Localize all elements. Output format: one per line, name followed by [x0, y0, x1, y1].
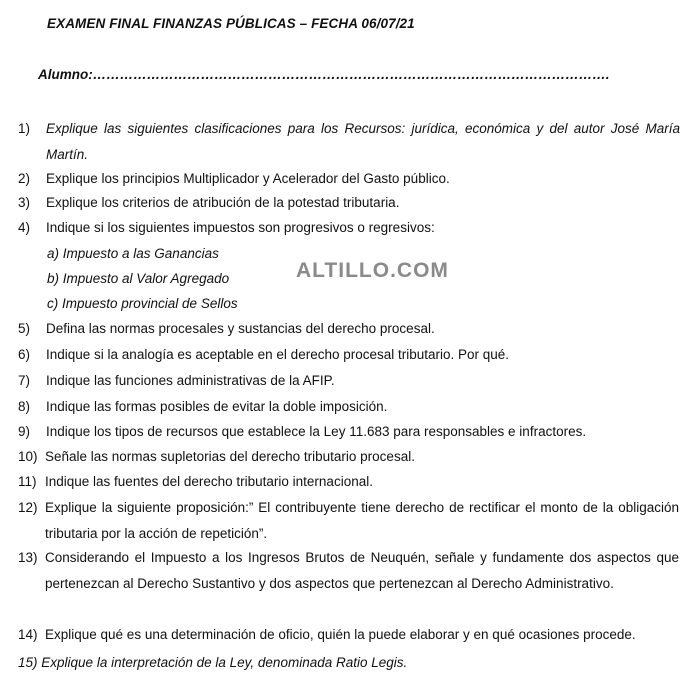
question-number: 3)	[18, 195, 31, 210]
question-text: Defina las normas procesales y sustancias del derecho procesal.	[46, 321, 435, 336]
question-text: Explique las siguientes clasificaciones para los Recursos: jurídica, económica y del autor José María Martín.	[46, 121, 680, 162]
question-text: Indique si los siguientes impuestos son progresivos o regresivos:	[46, 220, 435, 235]
question-text: Indique las funciones administrativas de la AFIP.	[46, 373, 335, 388]
question-number: 5)	[18, 321, 31, 336]
question-number: 13)	[18, 550, 38, 565]
question-number: 9)	[18, 424, 31, 439]
question-number: 14)	[18, 627, 38, 642]
exam-title: EXAMEN FINAL FINANZAS PÚBLICAS – FECHA 06/07/21	[47, 16, 415, 31]
question-number: 4)	[18, 220, 31, 235]
question-text: Explique la interpretación de la Ley, denominada Ratio Legis.	[41, 655, 408, 670]
question-15	[18, 650, 407, 676]
q4-item-b: b) Impuesto al Valor Agregado	[47, 271, 230, 286]
question-text: Indique si la analogía es aceptable en el derecho procesal tributario. Por qué.	[46, 347, 510, 362]
question-number: 7)	[18, 373, 31, 388]
question-number: 8)	[18, 399, 31, 414]
q4-item-c: c) Impuesto provincial de Sellos	[47, 296, 238, 311]
question-number: 6)	[18, 347, 31, 362]
question-text: Indique las formas posibles de evitar la doble imposición.	[46, 399, 388, 414]
student-name-line: Alumno:…………………………………………………………………………………………………….	[38, 67, 610, 82]
question-number: 10)	[18, 449, 38, 464]
question-number: 15)	[18, 655, 38, 670]
question-number: 12)	[18, 500, 38, 515]
watermark: ALTILLO.COM	[296, 259, 449, 282]
q4-item-a: a) Impuesto a las Ganancias	[47, 246, 219, 261]
question-text: Considerando el Impuesto a los Ingresos Brutos de Neuquén, señale y fundamente dos aspectos que pertenezcan al Derecho Sustantivo y dos aspectos que pertenezcan al Derecho Administrativo.	[45, 550, 679, 591]
question-number: 11)	[18, 474, 37, 489]
question-text: Explique la siguiente proposición:” El contribuyente tiene derecho de rectificar el monto de la obligación tributaria por la acción de repetición”.	[45, 500, 679, 541]
question-text: Indique las fuentes del derecho tributario internacional.	[45, 474, 373, 489]
question-text: Explique los principios Multiplicador y Acelerador del Gasto público.	[46, 171, 450, 186]
question-number: 1)	[18, 121, 31, 136]
question-text: Explique los criterios de atribución de la potestad tributaria.	[46, 195, 400, 210]
question-text: Explique qué es una determinación de oficio, quién la puede elaborar y en qué ocasiones procede.	[45, 627, 636, 642]
question-text: Indique los tipos de recursos que establece la Ley 11.683 para responsables e infractores.	[46, 424, 587, 439]
question-text: Señale las normas supletorias del derecho tributario procesal.	[45, 449, 415, 464]
question-number: 2)	[18, 171, 31, 186]
